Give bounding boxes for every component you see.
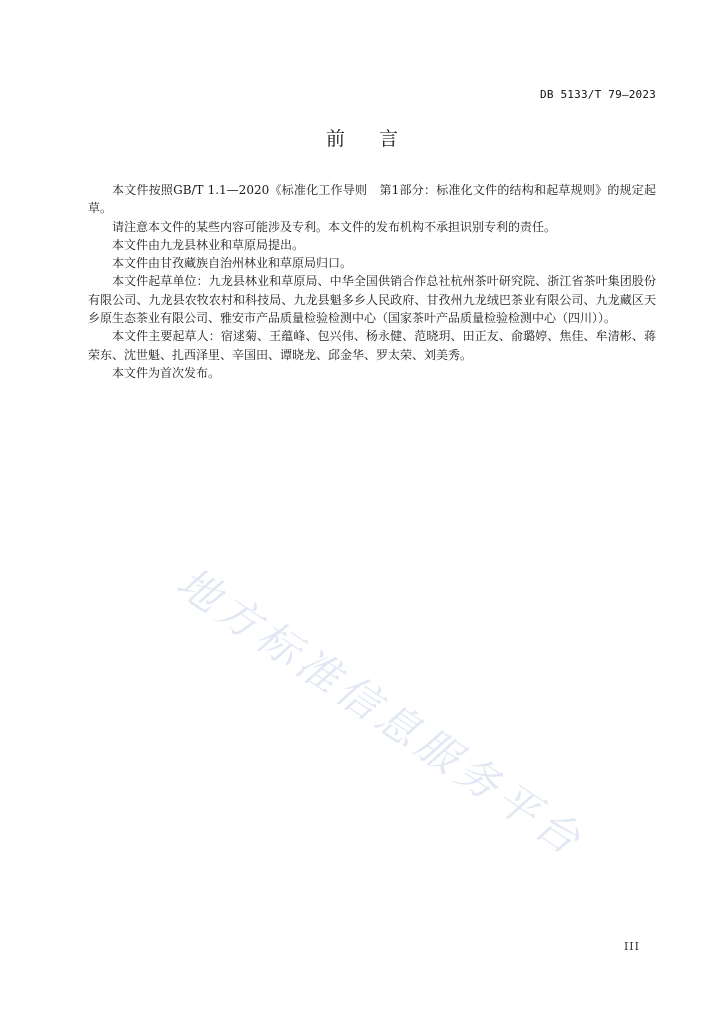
- page-number: III: [623, 940, 640, 953]
- page-title: 前言: [325, 128, 432, 150]
- paragraph-centralized-by: 本文件由甘孜藏族自治州林业和草原局归口。: [112, 256, 353, 271]
- watermark: 地方标准信息服务平台: [167, 557, 594, 867]
- paragraph-first-release: 本文件为首次发布。: [112, 365, 221, 380]
- foreword-body: [88, 181, 656, 382]
- paragraph-proposed-by: 本文件由九龙县林业和草原局提出。: [112, 237, 305, 252]
- paragraph-patent-notice: 请注意本文件的某些内容可能涉及专利。本文件的发布机构不承担识别专利的责任。: [112, 219, 557, 234]
- paragraph-drafting-rules: 本文件按照GB/T 1.1—2020《标准化工作导则 第1部分：标准化文件的结构和起草规则》的规定起草。: [88, 183, 656, 216]
- paragraph-drafters: 本文件主要起草人：宿逑菊、王蕴峰、包兴伟、杨永健、范晓玥、田正友、俞璐婷、焦佳、牟清彬、蒋荣东、沈世魁、扎西泽里、辛国田、谭晓龙、邱金华、罗太荣、刘美秀。: [88, 329, 656, 362]
- paragraph-drafting-units: 本文件起草单位：九龙县林业和草原局、中华全国供销合作总社杭州茶叶研究院、浙江省茶叶集团股份有限公司、九龙县农牧农村和科技局、九龙县魁多乡人民政府、甘孜州九龙绒巴茶业有限公司、九龙藏区天乡原生态茶业有限公司、雅安市产品质量检验检测中心（国家茶叶产品质量检验检测中心（四川））。: [88, 274, 656, 326]
- document-code: DB 5133/T 79—2023: [540, 88, 656, 101]
